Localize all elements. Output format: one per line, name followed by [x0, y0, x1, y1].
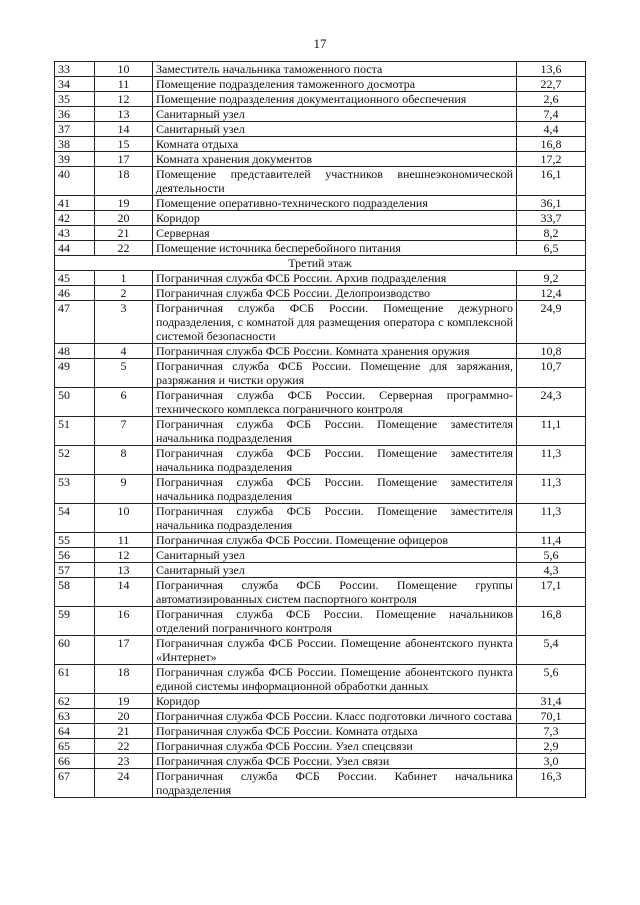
room-area: 7,4	[517, 107, 586, 122]
room-description: Пограничная служба ФСБ России. Помещение абонентского пункта единой системы информационной обработки данных	[153, 665, 517, 694]
room-number: 18	[95, 167, 153, 196]
row-number: 48	[55, 344, 95, 359]
row-number: 53	[55, 475, 95, 504]
room-description: Пограничная служба ФСБ России. Помещение офицеров	[153, 533, 517, 548]
room-description: Пограничная служба ФСБ России. Помещение начальников отделений пограничного контроля	[153, 607, 517, 636]
row-number: 39	[55, 152, 95, 167]
room-number: 22	[95, 241, 153, 256]
room-description: Заместитель начальника таможенного поста	[153, 62, 517, 77]
room-number: 7	[95, 417, 153, 446]
room-number: 13	[95, 107, 153, 122]
room-description: Помещение подразделения таможенного досмотра	[153, 77, 517, 92]
room-number: 10	[95, 504, 153, 533]
table-row	[55, 446, 586, 475]
room-number: 11	[95, 533, 153, 548]
room-description: Санитарный узел	[153, 107, 517, 122]
room-number: 12	[95, 548, 153, 563]
room-description: Пограничная служба ФСБ России. Комната хранения оружия	[153, 344, 517, 359]
room-area: 11,3	[517, 475, 586, 504]
room-number: 4	[95, 344, 153, 359]
room-description: Санитарный узел	[153, 563, 517, 578]
row-number: 60	[55, 636, 95, 665]
room-description: Пограничная служба ФСБ России. Архив подразделения	[153, 271, 517, 286]
room-area: 4,3	[517, 563, 586, 578]
room-description: Помещение представителей участников внешнеэкономической деятельности	[153, 167, 517, 196]
room-number: 20	[95, 211, 153, 226]
row-number: 42	[55, 211, 95, 226]
room-area: 70,1	[517, 709, 586, 724]
room-area: 16,8	[517, 607, 586, 636]
table-row	[55, 137, 586, 152]
room-number: 23	[95, 754, 153, 769]
room-area: 17,1	[517, 578, 586, 607]
row-number: 33	[55, 62, 95, 77]
table-row	[55, 769, 586, 798]
room-description: Помещение подразделения документационного обеспечения	[153, 92, 517, 107]
row-number: 40	[55, 167, 95, 196]
table-row	[55, 286, 586, 301]
room-area: 10,8	[517, 344, 586, 359]
table-row	[55, 694, 586, 709]
room-area: 2,6	[517, 92, 586, 107]
room-description: Комната хранения документов	[153, 152, 517, 167]
room-number: 12	[95, 92, 153, 107]
row-number: 54	[55, 504, 95, 533]
row-number: 57	[55, 563, 95, 578]
room-area: 11,1	[517, 417, 586, 446]
table-row	[55, 92, 586, 107]
row-number: 67	[55, 769, 95, 798]
table-row	[55, 533, 586, 548]
room-number: 18	[95, 665, 153, 694]
room-number: 11	[95, 77, 153, 92]
room-description: Пограничная служба ФСБ России. Помещение для заряжания, разряжания и чистки оружия	[153, 359, 517, 388]
room-number: 8	[95, 446, 153, 475]
section-row	[55, 256, 586, 271]
table-row	[55, 417, 586, 446]
room-area: 8,2	[517, 226, 586, 241]
room-area: 11,3	[517, 504, 586, 533]
room-area: 5,6	[517, 665, 586, 694]
row-number: 44	[55, 241, 95, 256]
room-area: 5,4	[517, 636, 586, 665]
row-number: 64	[55, 724, 95, 739]
row-number: 38	[55, 137, 95, 152]
row-number: 55	[55, 533, 95, 548]
room-description: Пограничная служба ФСБ России. Помещение дежурного подразделения, с комнатой для размещения оператора с комплексной системой безопасности	[153, 301, 517, 344]
table-row	[55, 122, 586, 137]
room-area: 9,2	[517, 271, 586, 286]
room-area: 31,4	[517, 694, 586, 709]
table-row	[55, 271, 586, 286]
table-row	[55, 301, 586, 344]
room-area: 33,7	[517, 211, 586, 226]
table-row	[55, 563, 586, 578]
section-title: Третий этаж	[55, 256, 586, 271]
room-number: 19	[95, 196, 153, 211]
room-number: 2	[95, 286, 153, 301]
room-number: 21	[95, 724, 153, 739]
room-description: Санитарный узел	[153, 548, 517, 563]
room-area: 24,9	[517, 301, 586, 344]
room-description: Помещение источника бесперебойного питания	[153, 241, 517, 256]
room-description: Пограничная служба ФСБ России. Помещение заместителя начальника подразделения	[153, 475, 517, 504]
table-row	[55, 344, 586, 359]
room-description: Пограничная служба ФСБ России. Кабинет начальника подразделения	[153, 769, 517, 798]
room-area: 11,3	[517, 446, 586, 475]
premises-table	[54, 61, 586, 798]
row-number: 62	[55, 694, 95, 709]
table-row	[55, 152, 586, 167]
room-number: 1	[95, 271, 153, 286]
row-number: 45	[55, 271, 95, 286]
row-number: 66	[55, 754, 95, 769]
row-number: 52	[55, 446, 95, 475]
row-number: 36	[55, 107, 95, 122]
row-number: 35	[55, 92, 95, 107]
room-area: 4,4	[517, 122, 586, 137]
table-row	[55, 211, 586, 226]
room-area: 16,3	[517, 769, 586, 798]
room-area: 6,5	[517, 241, 586, 256]
row-number: 41	[55, 196, 95, 211]
row-number: 34	[55, 77, 95, 92]
room-description: Пограничная служба ФСБ России. Помещение абонентского пункта «Интернет»	[153, 636, 517, 665]
room-description: Санитарный узел	[153, 122, 517, 137]
room-number: 9	[95, 475, 153, 504]
table-row	[55, 739, 586, 754]
room-area: 13,6	[517, 62, 586, 77]
table-row	[55, 388, 586, 417]
room-description: Пограничная служба ФСБ России. Серверная программно-технического комплекса пограничного контроля	[153, 388, 517, 417]
room-description: Пограничная служба ФСБ России. Помещение заместителя начальника подразделения	[153, 446, 517, 475]
table-row	[55, 504, 586, 533]
row-number: 63	[55, 709, 95, 724]
table-row	[55, 607, 586, 636]
row-number: 65	[55, 739, 95, 754]
table-row	[55, 107, 586, 122]
room-number: 15	[95, 137, 153, 152]
room-number: 6	[95, 388, 153, 417]
room-description: Коридор	[153, 211, 517, 226]
room-description: Пограничная служба ФСБ России. Класс подготовки личного состава	[153, 709, 517, 724]
room-description: Коридор	[153, 694, 517, 709]
room-area: 3,0	[517, 754, 586, 769]
table-row	[55, 226, 586, 241]
table-row	[55, 359, 586, 388]
table-row	[55, 475, 586, 504]
table-row	[55, 665, 586, 694]
room-area: 16,8	[517, 137, 586, 152]
room-number: 21	[95, 226, 153, 241]
room-description: Комната отдыха	[153, 137, 517, 152]
table-row	[55, 167, 586, 196]
room-number: 17	[95, 152, 153, 167]
table-row	[55, 754, 586, 769]
room-number: 5	[95, 359, 153, 388]
room-area: 5,6	[517, 548, 586, 563]
room-description: Пограничная служба ФСБ России. Узел спецсвязи	[153, 739, 517, 754]
room-area: 12,4	[517, 286, 586, 301]
row-number: 56	[55, 548, 95, 563]
row-number: 47	[55, 301, 95, 344]
row-number: 59	[55, 607, 95, 636]
row-number: 61	[55, 665, 95, 694]
table-row	[55, 578, 586, 607]
premises-table-body	[55, 62, 586, 798]
room-description: Пограничная служба ФСБ России. Помещение группы автоматизированных систем паспортного контроля	[153, 578, 517, 607]
table-row	[55, 724, 586, 739]
room-area: 22,7	[517, 77, 586, 92]
page-number: 17	[313, 36, 327, 51]
row-number: 50	[55, 388, 95, 417]
room-description: Пограничная служба ФСБ России. Узел связи	[153, 754, 517, 769]
row-number: 43	[55, 226, 95, 241]
room-area: 36,1	[517, 196, 586, 211]
row-number: 49	[55, 359, 95, 388]
room-description: Пограничная служба ФСБ России. Делопроизводство	[153, 286, 517, 301]
room-area: 7,3	[517, 724, 586, 739]
table-row	[55, 62, 586, 77]
room-area: 11,4	[517, 533, 586, 548]
room-area: 16,1	[517, 167, 586, 196]
room-number: 3	[95, 301, 153, 344]
table-row	[55, 241, 586, 256]
room-number: 10	[95, 62, 153, 77]
row-number: 46	[55, 286, 95, 301]
room-number: 14	[95, 122, 153, 137]
room-number: 13	[95, 563, 153, 578]
room-area: 2,9	[517, 739, 586, 754]
room-description: Пограничная служба ФСБ России. Комната отдыха	[153, 724, 517, 739]
room-number: 24	[95, 769, 153, 798]
room-description: Пограничная служба ФСБ России. Помещение заместителя начальника подразделения	[153, 504, 517, 533]
room-area: 24,3	[517, 388, 586, 417]
room-description: Помещение оперативно-технического подразделения	[153, 196, 517, 211]
room-number: 17	[95, 636, 153, 665]
room-description: Серверная	[153, 226, 517, 241]
table-row	[55, 196, 586, 211]
table-row	[55, 548, 586, 563]
row-number: 51	[55, 417, 95, 446]
row-number: 37	[55, 122, 95, 137]
room-number: 14	[95, 578, 153, 607]
table-row	[55, 709, 586, 724]
table-row	[55, 636, 586, 665]
room-area: 10,7	[517, 359, 586, 388]
room-number: 16	[95, 607, 153, 636]
room-area: 17,2	[517, 152, 586, 167]
room-description: Пограничная служба ФСБ России. Помещение заместителя начальника подразделения	[153, 417, 517, 446]
room-number: 19	[95, 694, 153, 709]
room-number: 22	[95, 739, 153, 754]
row-number: 58	[55, 578, 95, 607]
room-number: 20	[95, 709, 153, 724]
table-row	[55, 77, 586, 92]
